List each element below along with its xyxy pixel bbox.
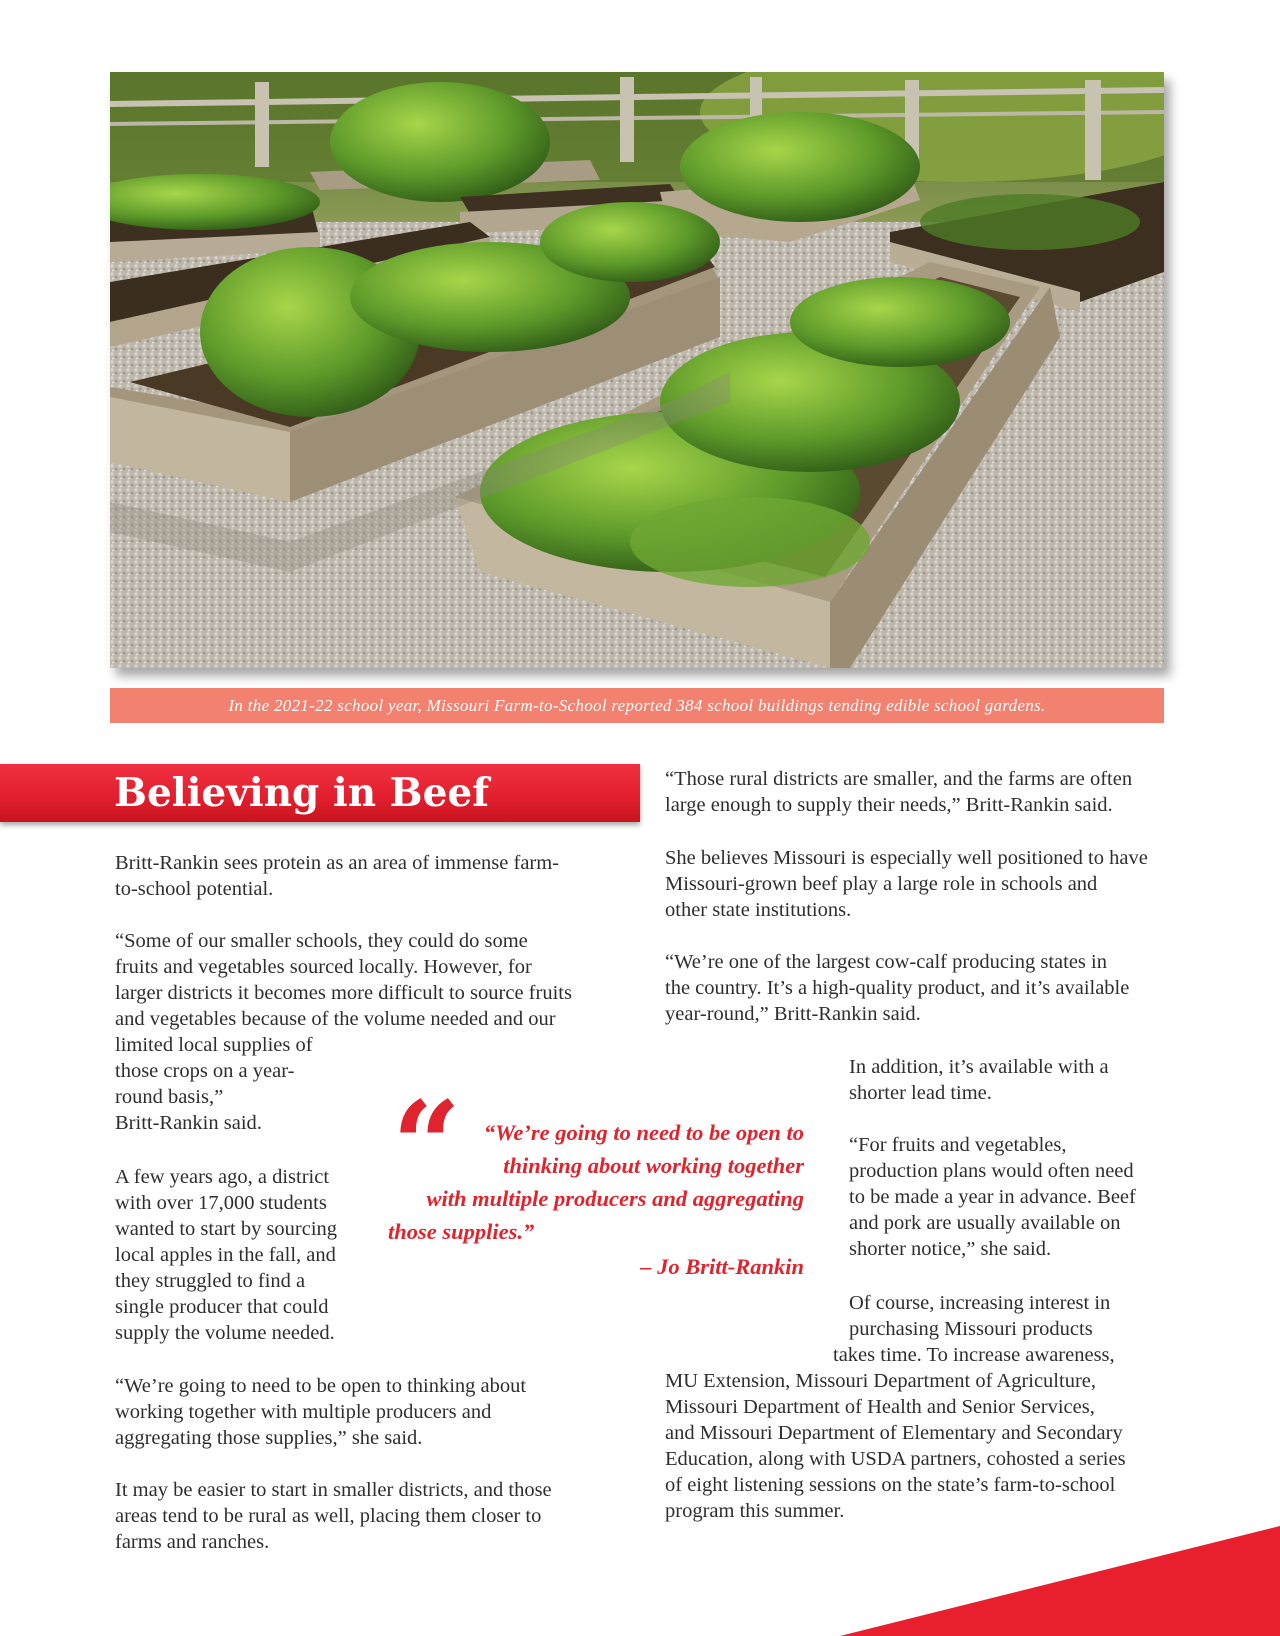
text-line: farms and ranches. <box>115 1531 270 1553</box>
pull-quote-line: “We’re going to need to be open to <box>483 1120 804 1145</box>
text-line: single producer that could <box>115 1296 329 1318</box>
text-line: areas tend to be rural as well, placing them closer to <box>115 1505 542 1527</box>
text-line: takes time. To increase awareness, <box>833 1344 1115 1366</box>
heading-banner <box>0 764 640 822</box>
text-line: year-round,” Britt-Rankin said. <box>665 1003 921 1025</box>
text-line: Britt-Rankin said. <box>115 1112 262 1134</box>
text-line: MU Extension, Missouri Department of Agriculture, <box>665 1370 1097 1392</box>
text-line: and pork are usually available on <box>849 1212 1121 1234</box>
text-line: local apples in the fall, and <box>115 1244 336 1266</box>
text-line: other state institutions. <box>665 899 852 921</box>
right-paragraph-5 <box>849 1132 1136 1262</box>
left-paragraph-1 <box>115 850 559 902</box>
text-line: and vegetables because of the volume needed and our <box>115 1008 556 1030</box>
text-line: Missouri Department of Health and Senior Services, <box>665 1396 1095 1418</box>
text-line: “Some of our smaller schools, they could do some <box>115 930 528 952</box>
text-line: they struggled to find a <box>115 1270 306 1292</box>
text-line: to-school potential. <box>115 878 274 900</box>
text-line: She believes Missouri is especially well positioned to have <box>665 847 1148 869</box>
pull-quote-line: those supplies.” <box>388 1219 535 1244</box>
text-line: working together with multiple producers and <box>115 1401 492 1423</box>
text-line: purchasing Missouri products <box>849 1318 1093 1340</box>
text-line: “We’re going to need to be open to thinking about <box>115 1375 527 1397</box>
text-line: Missouri-grown beef play a large role in schools and <box>665 873 1098 895</box>
text-line: supply the volume needed. <box>115 1322 335 1344</box>
text-line: round basis,” <box>115 1086 224 1108</box>
text-line: Of course, increasing interest in <box>849 1292 1111 1314</box>
pull-quote-line: thinking about working together <box>503 1153 804 1178</box>
text-line: shorter lead time. <box>849 1082 992 1104</box>
right-paragraph-2 <box>665 845 1148 923</box>
text-line: Britt-Rankin sees protein as an area of immense farm- <box>115 852 560 874</box>
text-line: those crops on a year- <box>115 1060 295 1082</box>
right-paragraph-4 <box>849 1054 1109 1106</box>
text-line: In addition, it’s available with a <box>849 1056 1109 1078</box>
text-line: Education, along with USDA partners, cohosted a series <box>665 1448 1126 1470</box>
text-line: the country. It’s a high-quality product, and it’s available <box>665 977 1130 999</box>
text-line: production plans would often need <box>849 1160 1134 1182</box>
text-line: larger districts it becomes more difficult to source fruits <box>115 982 572 1004</box>
quote-mark-icon: “ <box>392 1075 462 1216</box>
text-line: aggregating those supplies,” she said. <box>115 1427 423 1449</box>
left-paragraph-3 <box>115 1164 337 1346</box>
text-line: large enough to supply their needs,” Britt-Rankin said. <box>665 794 1113 816</box>
left-paragraph-2 <box>115 928 572 1136</box>
right-paragraph-3 <box>665 949 1129 1027</box>
text-line: wanted to start by sourcing <box>115 1218 338 1240</box>
pull-quote-line: with multiple producers and aggregating <box>426 1186 804 1211</box>
text-line: “We’re one of the largest cow-calf producing states in <box>665 951 1107 973</box>
text-line: to be made a year in advance. Beef <box>849 1186 1136 1208</box>
corner-accent <box>840 1526 1280 1636</box>
text-line: and Missouri Department of Elementary and Secondary <box>665 1422 1123 1444</box>
left-paragraph-4 <box>115 1373 526 1451</box>
text-line: It may be easier to start in smaller districts, and those <box>115 1479 552 1501</box>
text-line: shorter notice,” she said. <box>849 1238 1052 1260</box>
text-line: fruits and vegetables sourced locally. However, for <box>115 956 532 978</box>
text-line: limited local supplies of <box>115 1034 313 1056</box>
left-paragraph-5 <box>115 1477 552 1555</box>
text-line: “Those rural districts are smaller, and the farms are often <box>665 768 1133 790</box>
text-line: program this summer. <box>665 1500 845 1522</box>
photo-caption: In the 2021-22 school year, Missouri Farm-to-School reported 384 school buildings tending edible school gardens. <box>110 688 1164 723</box>
text-line: “For fruits and vegetables, <box>849 1134 1067 1156</box>
text-line: of eight listening sessions on the state’s farm-to-school <box>665 1474 1116 1496</box>
section-heading: Believing in Beef <box>114 770 490 816</box>
text-line: with over 17,000 students <box>115 1192 327 1214</box>
right-paragraph-6 <box>665 1290 1185 1524</box>
text-line: A few years ago, a district <box>115 1166 330 1188</box>
garden-photo <box>110 72 1164 668</box>
right-paragraph-1 <box>665 766 1132 818</box>
pull-quote-attribution: – Jo Britt-Rankin <box>640 1254 804 1279</box>
